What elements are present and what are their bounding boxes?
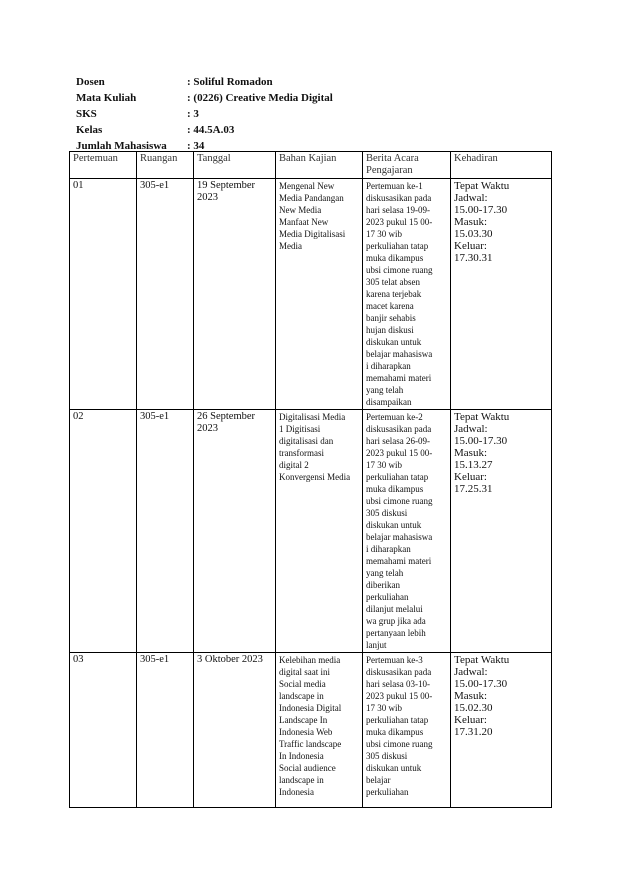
cell-line: diskukan untuk: [366, 337, 422, 347]
cell-line: Kelebihan media: [279, 655, 341, 665]
course-info: [76, 74, 333, 154]
cell-line: memahami materi: [366, 373, 432, 383]
cell-line: pertanyaan lebih: [366, 628, 426, 638]
cell-line: In Indonesia: [279, 751, 324, 761]
info-value: : 3: [187, 108, 199, 120]
cell-line: 2023 pukul 15 00-: [366, 691, 433, 701]
cell-line: diberikan: [366, 580, 400, 590]
cell-pertemuan: 02: [70, 410, 137, 653]
cell-line: hari selasa 03-10-: [366, 679, 430, 689]
cell-line: perkuliahan: [366, 787, 409, 797]
cell-line: Tepat Waktu: [454, 180, 510, 192]
cell-bahan-kajian: [276, 179, 363, 410]
cell-line: Media Pandangan: [279, 193, 344, 203]
cell-line: Jadwal:: [454, 666, 488, 678]
info-value: : (0226) Creative Media Digital: [187, 92, 333, 104]
cell-line: karena terjebak: [366, 289, 422, 299]
cell-line: Social media: [279, 679, 326, 689]
cell-line: Manfaat New: [279, 217, 329, 227]
cell-tanggal: 3 Oktober 2023: [194, 653, 276, 808]
cell-ruangan: 305-e1: [137, 410, 194, 653]
header-tanggal: Tanggal: [194, 152, 276, 179]
cell-line: perkuliahan tatap: [366, 715, 429, 725]
cell-line: 17.31.20: [454, 726, 493, 738]
cell-berita-acara: [363, 179, 451, 410]
cell-line: diskusasikan pada: [366, 667, 432, 677]
cell-line: Keluar:: [454, 240, 487, 252]
cell-line: 305 diskusi: [366, 508, 408, 518]
cell-line: muka dikampus: [366, 727, 424, 737]
info-label: Jumlah Mahasiswa: [76, 140, 167, 152]
cell-line: 15.00-17.30: [454, 435, 508, 447]
cell-line: diskusasikan pada: [366, 424, 432, 434]
cell-line: perkuliahan tatap: [366, 241, 429, 251]
cell-bahan-kajian: [276, 653, 363, 808]
cell-line: Indonesia: [279, 787, 314, 797]
cell-line: ubsi cimone ruang: [366, 265, 433, 275]
info-value: : 44.5A.03: [187, 124, 235, 136]
cell-line: Masuk:: [454, 447, 487, 459]
cell-line: Landscape In: [279, 715, 328, 725]
cell-line: diskukan untuk: [366, 763, 422, 773]
cell-line: Tepat Waktu: [454, 411, 510, 423]
cell-line: yang telah: [366, 385, 404, 395]
cell-line: belajar: [366, 775, 391, 785]
table-header-row: [70, 152, 552, 179]
cell-line: yang telah: [366, 568, 404, 578]
cell-line: Media Digitalisasi: [279, 229, 346, 239]
cell-berita-acara: [363, 653, 451, 808]
cell-line: 17 30 wib: [366, 229, 402, 239]
cell-line: hari selasa 19-09-: [366, 205, 430, 215]
cell-line: dilanjut melalui: [366, 604, 423, 614]
cell-bahan-kajian: [276, 410, 363, 653]
cell-pertemuan: 03: [70, 653, 137, 808]
info-label: SKS: [76, 108, 97, 120]
cell-line: ubsi cimone ruang: [366, 739, 433, 749]
cell-line: Pertemuan ke-1: [366, 181, 423, 191]
cell-line: disampaikan: [366, 397, 412, 407]
cell-line: belajar mahasiswa: [366, 532, 433, 542]
cell-line: ubsi cimone ruang: [366, 496, 433, 506]
cell-kehadiran: [451, 653, 552, 808]
cell-line: Jadwal:: [454, 192, 488, 204]
table-row: [70, 179, 552, 410]
cell-line: macet karena: [366, 301, 414, 311]
cell-line: banjir sehabis: [366, 313, 416, 323]
cell-line: muka dikampus: [366, 484, 424, 494]
cell-line: Traffic landscape: [279, 739, 342, 749]
cell-line: transformasi: [279, 448, 324, 458]
cell-line: hujan diskusi: [366, 325, 414, 335]
header-berita-acara: Berita Acara Pengajaran: [363, 152, 451, 179]
info-label: Kelas: [76, 124, 103, 136]
cell-line: 15.00-17.30: [454, 678, 508, 690]
cell-line: belajar mahasiswa: [366, 349, 433, 359]
cell-line: i diharapkan: [366, 544, 411, 554]
info-value: : Soliful Romadon: [187, 76, 273, 88]
cell-line: 15.13.27: [454, 459, 493, 471]
cell-line: Masuk:: [454, 216, 487, 228]
schedule-table: [69, 151, 552, 808]
cell-line: 15.00-17.30: [454, 204, 508, 216]
cell-line: digital saat ini: [279, 667, 330, 677]
cell-line: 15.02.30: [454, 702, 493, 714]
cell-line: 1 Digitisasi: [279, 424, 321, 434]
cell-line: Pertemuan ke-2: [366, 412, 423, 422]
cell-line: Mengenal New: [279, 181, 335, 191]
cell-line: Masuk:: [454, 690, 487, 702]
cell-line: digitalisasi dan: [279, 436, 334, 446]
cell-line: hari selasa 26-09-: [366, 436, 430, 446]
cell-line: 305 diskusi: [366, 751, 408, 761]
cell-line: perkuliahan: [366, 592, 409, 602]
cell-line: Indonesia Digital: [279, 703, 342, 713]
table-row: [70, 410, 552, 653]
cell-line: Pertemuan ke-3: [366, 655, 423, 665]
cell-ruangan: 305-e1: [137, 653, 194, 808]
cell-line: diskukan untuk: [366, 520, 422, 530]
info-label: Mata Kuliah: [76, 92, 137, 104]
cell-line: 2023 pukul 15 00-: [366, 448, 433, 458]
cell-line: Indonesia Web: [279, 727, 333, 737]
cell-line: i diharapkan: [366, 361, 411, 371]
cell-tanggal: 26 September 2023: [194, 410, 276, 653]
cell-line: landscape in: [279, 775, 324, 785]
header-pertemuan: Pertemuan: [70, 152, 137, 179]
cell-line: muka dikampus: [366, 253, 424, 263]
cell-tanggal: 19 September 2023: [194, 179, 276, 410]
cell-pertemuan: 01: [70, 179, 137, 410]
cell-line: landscape in: [279, 691, 324, 701]
info-row-mata-kuliah: [76, 90, 333, 106]
cell-line: Jadwal:: [454, 423, 488, 435]
cell-line: Keluar:: [454, 714, 487, 726]
header-ruangan: Ruangan: [137, 152, 194, 179]
info-row-kelas: [76, 122, 333, 138]
cell-line: 305 telat absen: [366, 277, 420, 287]
cell-line: 17 30 wib: [366, 703, 402, 713]
header-kehadiran: Kehadiran: [451, 152, 552, 179]
cell-line: Keluar:: [454, 471, 487, 483]
cell-line: 17 30 wib: [366, 460, 402, 470]
cell-line: 17.30.31: [454, 252, 493, 264]
cell-line: Konvergensi Media: [279, 472, 351, 482]
info-row-sks: [76, 106, 333, 122]
cell-line: 17.25.31: [454, 483, 493, 495]
cell-line: diskusasikan pada: [366, 193, 432, 203]
cell-line: wa grup jika ada: [366, 616, 426, 626]
cell-line: 2023 pukul 15 00-: [366, 217, 433, 227]
cell-line: Social audience: [279, 763, 336, 773]
cell-line: Tepat Waktu: [454, 654, 510, 666]
cell-line: perkuliahan tatap: [366, 472, 429, 482]
cell-kehadiran: [451, 410, 552, 653]
cell-line: digital 2: [279, 460, 309, 470]
cell-berita-acara: [363, 410, 451, 653]
cell-kehadiran: [451, 179, 552, 410]
cell-line: memahami materi: [366, 556, 432, 566]
table-row: [70, 653, 552, 808]
cell-line: 15.03.30: [454, 228, 493, 240]
cell-line: New Media: [279, 205, 322, 215]
info-label: Dosen: [76, 76, 105, 88]
cell-clip: [279, 654, 359, 806]
cell-line: Digitalisasi Media: [279, 412, 346, 422]
cell-line: lanjut: [366, 640, 387, 650]
header-bahan-kajian: Bahan Kajian: [276, 152, 363, 179]
cell-clip: [366, 654, 447, 806]
info-value: : 34: [187, 140, 205, 152]
info-row-dosen: [76, 74, 333, 90]
cell-ruangan: 305-e1: [137, 179, 194, 410]
cell-line: Media: [279, 241, 302, 251]
